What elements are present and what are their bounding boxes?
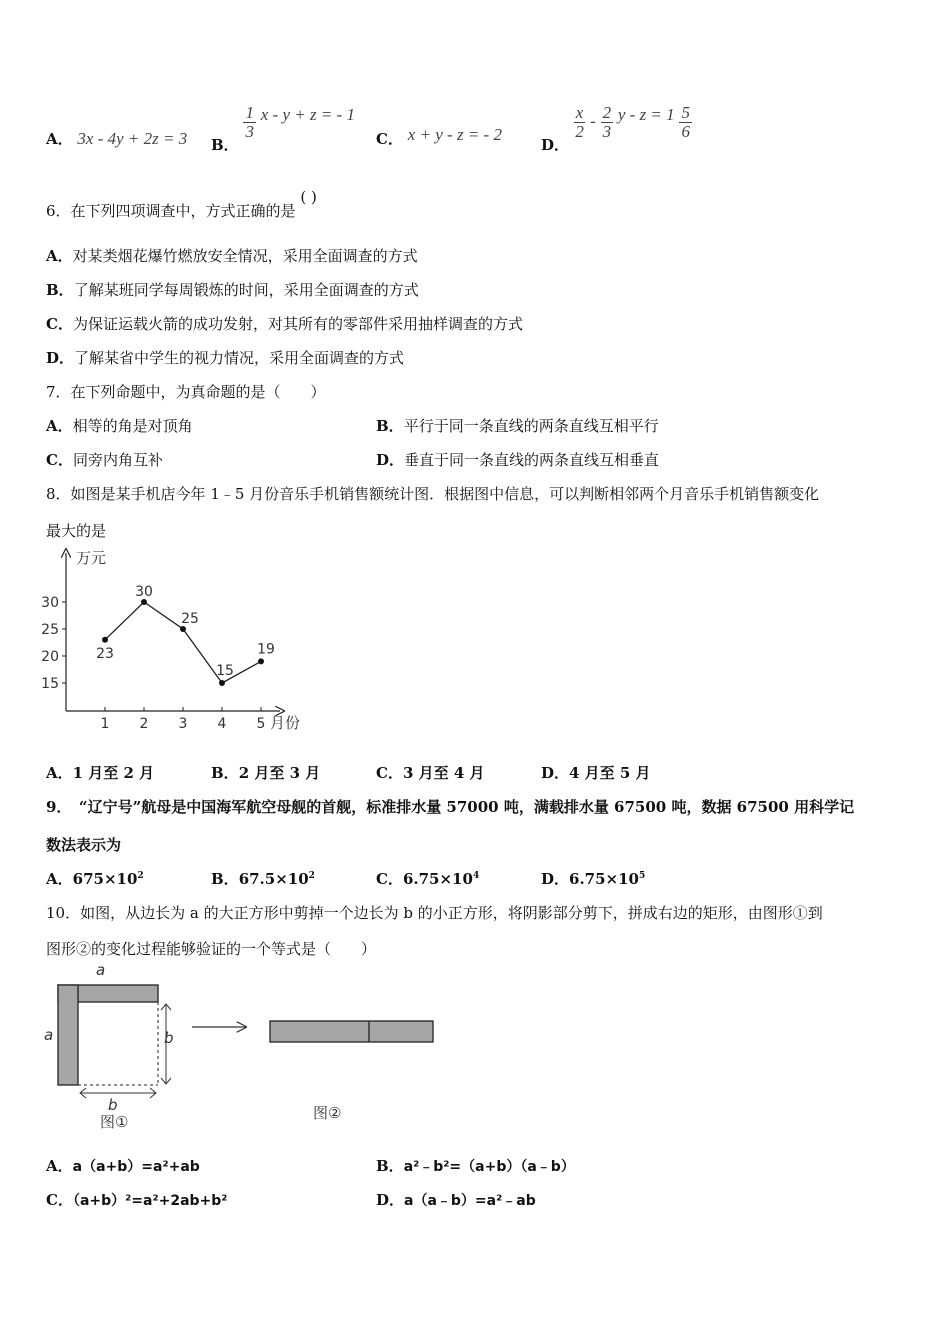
option-base: 675×10 <box>72 870 138 888</box>
q8-option-c[interactable] <box>376 762 485 783</box>
q10-option-a[interactable] <box>46 1155 200 1176</box>
q8-stem-line1: 8．如图是某手机店今年 1﹣5 月份音乐手机销售额统计图．根据图中信息，可以判断相邻两个月音乐手机销售额变化 <box>46 485 820 503</box>
option-label: A． <box>46 247 73 265</box>
figure2-caption: 图② <box>313 1104 342 1122</box>
q5-option-d[interactable] <box>541 103 692 155</box>
shaded-rectangle <box>270 1021 433 1042</box>
label-b-bottom: b <box>108 1096 118 1114</box>
q7-option-d[interactable] <box>376 449 659 470</box>
option-text: 4 月至 5 月 <box>569 764 651 782</box>
data-label: 15 <box>216 663 234 679</box>
data-point <box>219 680 225 686</box>
option-exponent: 5 <box>639 871 646 881</box>
option-text: 了解某班同学每周锻炼的时间，采用全面调查的方式 <box>73 281 419 299</box>
data-point <box>102 637 108 643</box>
q5-option-a[interactable] <box>46 128 187 149</box>
option-label: C． <box>46 315 73 333</box>
option-label: B． <box>211 764 239 782</box>
q10-stem-line2: 图形②的变化过程能够验证的一个等式是（ ） <box>46 940 377 958</box>
option-label: D． <box>541 764 570 782</box>
option-label: A． <box>46 764 73 782</box>
x-tick-label: 1 <box>100 716 110 732</box>
q6-stem <box>46 188 317 221</box>
option-label: D． <box>376 1191 405 1209</box>
data-points <box>96 584 275 686</box>
option-text: 为保证运载火箭的成功发射，对其所有的零部件采用抽样调查的方式 <box>72 315 523 333</box>
figure1-caption: 图① <box>100 1113 129 1131</box>
option-label: D． <box>541 136 570 155</box>
y-tick-label: 20 <box>41 649 59 665</box>
fraction <box>601 104 614 141</box>
option-label: C． <box>376 130 403 148</box>
equation: x - y + z = - 1 <box>260 105 355 125</box>
option-text: 3 月至 4 月 <box>402 764 485 782</box>
fraction-denominator: 3 <box>602 121 612 141</box>
y-tick-label: 15 <box>41 676 59 692</box>
y-tick-label: 30 <box>41 595 59 611</box>
option-label: B． <box>211 870 239 888</box>
label-b-right: b <box>164 1029 174 1047</box>
option-exponent: 2 <box>308 871 315 881</box>
option-text: a²﹣b²=（a+b）（a﹣b） <box>403 1159 575 1175</box>
fraction-numerator: 5 <box>681 103 690 122</box>
x-tick-label: 5 <box>256 716 266 732</box>
minus-sign: - <box>590 111 596 131</box>
data-label: 23 <box>96 645 114 662</box>
q6-option-c[interactable] <box>46 313 523 334</box>
fraction-denominator: 2 <box>575 121 584 141</box>
label-a-top: a <box>96 961 106 979</box>
geometry-figure <box>40 960 450 1135</box>
q8-option-a[interactable] <box>46 762 154 783</box>
fraction-denominator: 3 <box>245 121 254 141</box>
q5-option-b[interactable] <box>211 103 355 155</box>
option-label: D． <box>376 451 405 469</box>
option-label: A． <box>46 870 73 888</box>
q6-option-a[interactable] <box>46 245 418 266</box>
data-label: 25 <box>181 611 199 627</box>
q9-stem-line1: 9． “辽宁号”航母是中国海军航空母舰的首舰，标准排水量 57000 吨，满载排水量 67500 吨，数据 67500 用科学记 <box>46 798 855 816</box>
shaded-left-strip <box>58 985 78 1085</box>
line-chart <box>40 545 315 740</box>
option-label: B． <box>376 1157 404 1175</box>
q10-option-b[interactable] <box>376 1155 575 1176</box>
q9-stem-line2: 数法表示为 <box>46 836 122 854</box>
q7-option-a[interactable] <box>46 415 193 436</box>
q8-stem-line2: 最大的是 <box>46 522 107 540</box>
q6-option-b[interactable] <box>46 279 419 300</box>
option-base: 67.5×10 <box>238 870 309 888</box>
option-text: 垂直于同一条直线的两条直线互相垂直 <box>404 451 660 469</box>
option-label: A． <box>46 1157 73 1175</box>
q5-option-c[interactable] <box>376 125 502 149</box>
fraction-denominator: 6 <box>681 121 690 141</box>
option-text: 同旁内角互补 <box>72 451 163 469</box>
x-tick-label: 4 <box>217 716 227 732</box>
x-axis-label: 月份 <box>270 714 301 732</box>
option-text: 了解某省中学生的视力情况，采用全面调查的方式 <box>74 349 405 367</box>
q8-option-d[interactable] <box>541 762 651 783</box>
option-text: a（a﹣b）=a²﹣ab <box>404 1193 536 1209</box>
x-tick-label: 3 <box>178 716 188 732</box>
option-text: 相等的角是对顶角 <box>72 417 193 435</box>
q9-option-b[interactable] <box>211 868 315 889</box>
equation: x + y - z = - 2 <box>407 125 502 144</box>
y-ticks <box>41 595 66 692</box>
option-text: 1 月至 2 月 <box>72 764 155 782</box>
x-tick-label: 2 <box>139 716 149 732</box>
option-base: 6.75×10 <box>569 870 639 888</box>
q9-option-c[interactable] <box>376 868 479 889</box>
equation: y - z = 1 <box>617 105 675 125</box>
q9-option-a[interactable] <box>46 868 144 889</box>
y-tick-label: 25 <box>41 622 59 638</box>
q10-option-d[interactable] <box>376 1189 536 1210</box>
fraction-numerator: 2 <box>602 103 612 122</box>
fraction <box>243 104 256 141</box>
option-label: C． <box>46 1191 73 1209</box>
q8-option-b[interactable] <box>211 762 320 783</box>
option-text: a（a+b）=a²+ab <box>72 1159 200 1175</box>
option-text: （a+b）²=a²+2ab+b² <box>72 1193 228 1209</box>
q7-stem: 7．在下列命题中，为真命题的是（ ） <box>46 383 326 401</box>
option-label: C． <box>376 764 403 782</box>
label-a-left: a <box>44 1026 54 1044</box>
q7-option-b[interactable] <box>376 415 659 436</box>
option-label: D． <box>541 870 570 888</box>
data-label: 30 <box>135 584 153 600</box>
option-exponent: 2 <box>137 871 144 881</box>
fraction-numerator: x <box>575 103 584 122</box>
option-label: B． <box>211 136 239 155</box>
fraction-numerator: 1 <box>245 103 254 122</box>
question-text: 6．在下列四项调查中，方式正确的是 <box>46 202 296 220</box>
option-label: C． <box>46 451 73 469</box>
equation: 3x - 4y + 2z = 3 <box>77 129 188 148</box>
data-point <box>258 658 264 664</box>
option-label: A． <box>46 417 73 435</box>
option-label: B． <box>46 281 74 299</box>
q10-stem-line1: 10．如图，从边长为 a 的大正方形中剪掉一个边长为 b 的小正方形，将阴影部分剪下，拼成右边的矩形，由图形①到 <box>46 904 823 922</box>
option-label: A． <box>46 130 73 148</box>
option-label: C． <box>376 870 403 888</box>
q6-option-d[interactable] <box>46 347 404 368</box>
option-text: 对某类烟花爆竹燃放安全情况，采用全面调查的方式 <box>72 247 418 265</box>
answer-bracket: ( ) <box>300 188 317 206</box>
q9-option-d[interactable] <box>541 868 645 889</box>
option-base: 6.75×10 <box>402 870 473 888</box>
y-axis-label: 万元 <box>76 549 107 567</box>
mixed-fraction <box>679 104 692 141</box>
data-label: 19 <box>257 641 275 658</box>
option-label: D． <box>46 349 75 367</box>
fraction <box>574 104 586 141</box>
q7-option-c[interactable] <box>46 449 163 470</box>
option-text: 平行于同一条直线的两条直线互相平行 <box>403 417 659 435</box>
q10-option-c[interactable] <box>46 1189 227 1210</box>
option-label: B． <box>376 417 404 435</box>
option-exponent: 4 <box>472 871 480 881</box>
option-text: 2 月至 3 月 <box>238 764 321 782</box>
